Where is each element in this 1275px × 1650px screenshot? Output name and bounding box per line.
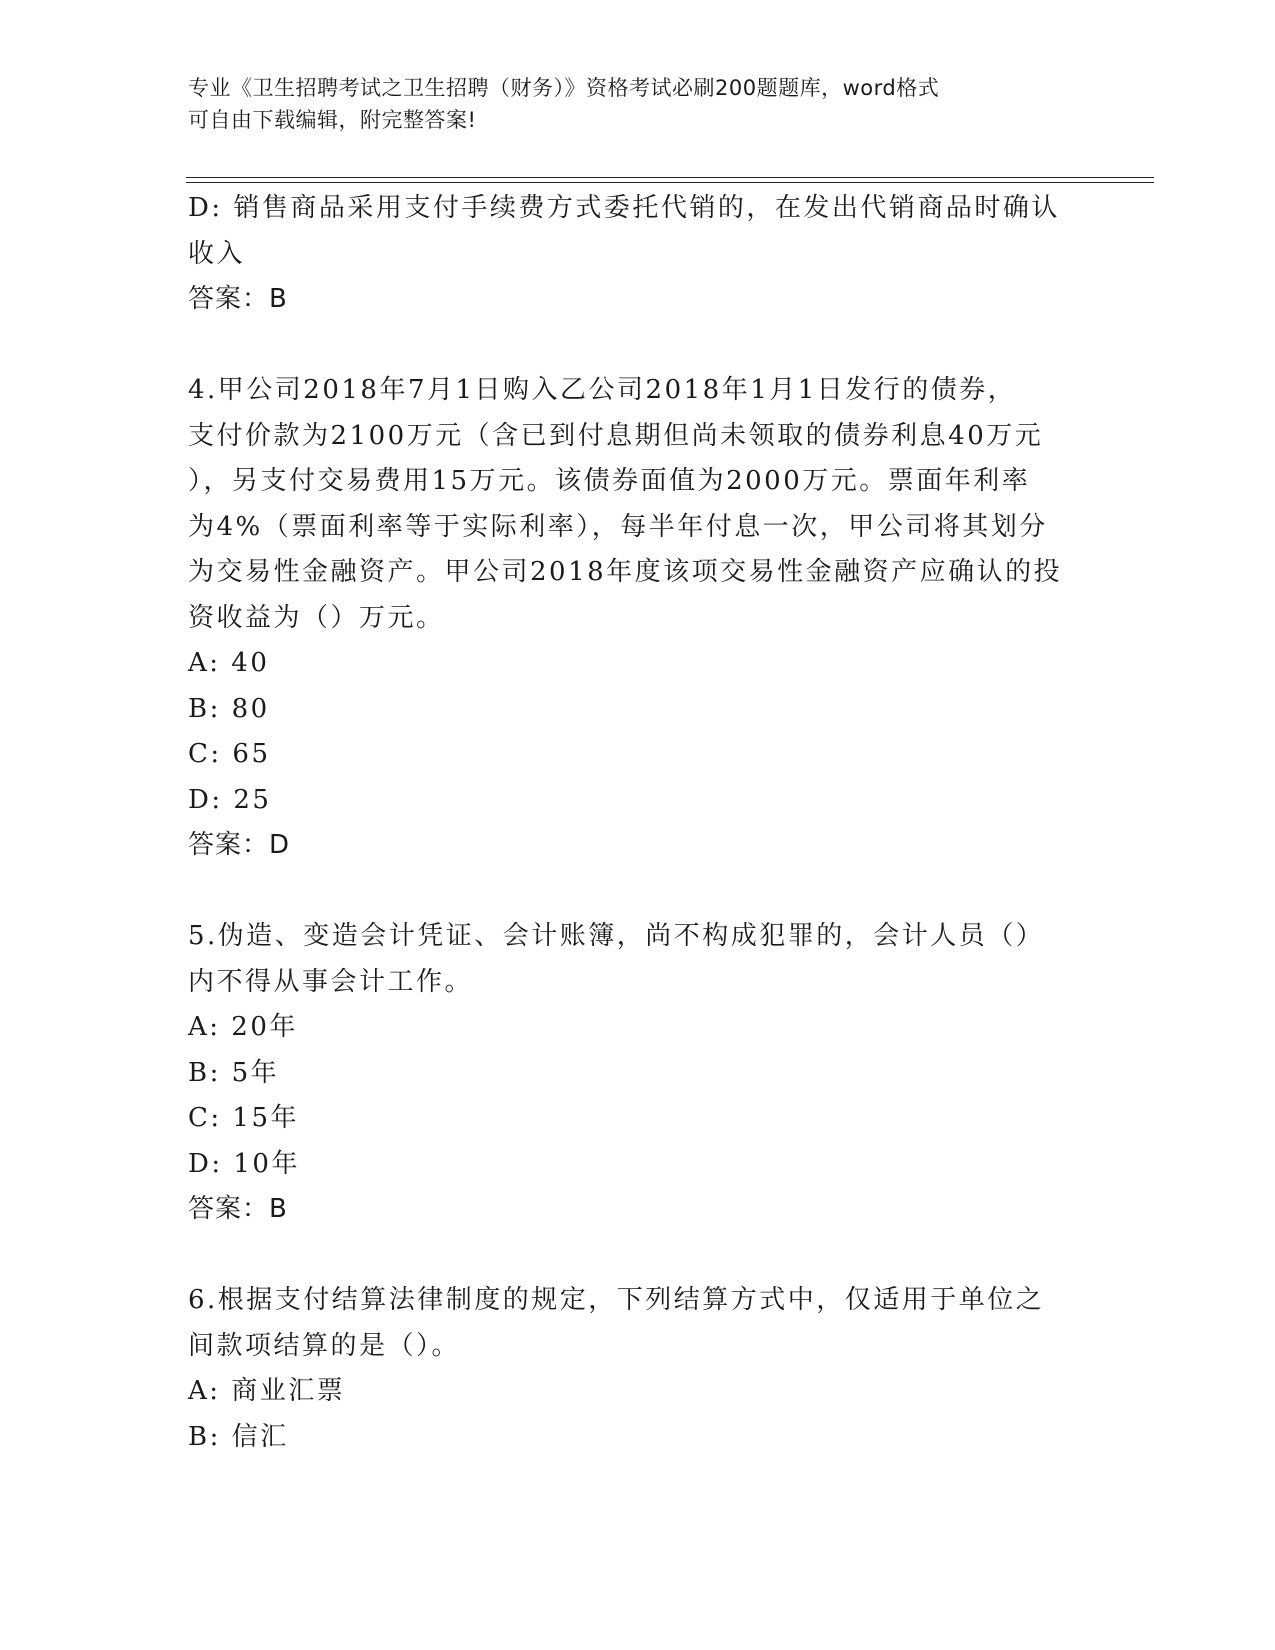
question-6-stem-line: 间款项结算的是（）。 xyxy=(188,1330,461,1361)
spacer xyxy=(188,323,1088,369)
question-5-answer: 答案：B xyxy=(188,1194,288,1224)
question-4-stem-line: 资收益为（）万元。 xyxy=(188,602,445,633)
question-4-option-b: B: 80 xyxy=(188,693,270,724)
question-4-stem-line: 4.甲公司2018年7月1日购入乙公司2018年1月1日发行的债券， xyxy=(188,375,1017,405)
spacer xyxy=(188,869,1088,915)
header-divider-top xyxy=(186,177,1154,178)
question-6-option-b: B: 信汇 xyxy=(188,1421,289,1452)
question-4-stem-line: 为交易性金融资产。甲公司2018年度该项交易性金融资产应确认的投 xyxy=(188,557,1063,587)
question-4-stem-line: 支付价款为2100万元（含已到付息期但尚未领取的债券利息40万元 xyxy=(188,420,1044,451)
question-5-option-c: C: 15年 xyxy=(188,1103,300,1133)
question-5-option-a: A: 20年 xyxy=(188,1012,298,1042)
question-5-stem-line: 5.伪造、变造会计凭证、会计账簿，尚不构成犯罪的，会计人员（） xyxy=(188,921,1045,951)
question-4-answer: 答案：D xyxy=(188,830,291,860)
spacer xyxy=(188,1233,1088,1279)
question-4-stem-line: 为4%（票面利率等于实际利率），每半年付息一次，甲公司将其划分 xyxy=(188,511,1048,542)
page-header xyxy=(188,72,1088,136)
question-6-stem-line: 6.根据支付结算法律制度的规定，下列结算方式中，仅适用于单位之 xyxy=(188,1285,1045,1315)
question-4-option-c: C: 65 xyxy=(188,739,271,769)
document-body xyxy=(188,186,1088,1460)
question-5-stem-line: 内不得从事会计工作。 xyxy=(188,966,474,997)
question-6 xyxy=(188,1278,1088,1460)
header-line-1: 专业《卫生招聘考试之卫生招聘（财务）》资格考试必刷200题题库，word格式 xyxy=(188,76,940,100)
question-3-answer: 答案：B xyxy=(188,284,288,314)
question-5-option-b: B: 5年 xyxy=(188,1057,280,1088)
question-4 xyxy=(188,368,1088,869)
question-3-tail xyxy=(188,186,1088,323)
header-line-2: 可自由下载编辑，附完整答案! xyxy=(188,108,477,132)
question-3-option-d-line-1: D: 销售商品采用支付手续费方式委托代销的，在发出代销商品时确认 xyxy=(188,193,1060,223)
header-divider-bottom xyxy=(186,182,1154,183)
question-6-option-a: A: 商业汇票 xyxy=(188,1376,346,1406)
question-4-option-a: A: 40 xyxy=(188,648,270,678)
question-3-option-d-line-2: 收入 xyxy=(188,238,246,269)
question-4-stem-line: ），另支付交易费用15万元。该债券面值为2000万元。票面年利率 xyxy=(188,466,1031,496)
question-5-option-d: D: 10年 xyxy=(188,1148,300,1179)
question-4-option-d: D: 25 xyxy=(188,784,272,815)
question-5 xyxy=(188,914,1088,1233)
